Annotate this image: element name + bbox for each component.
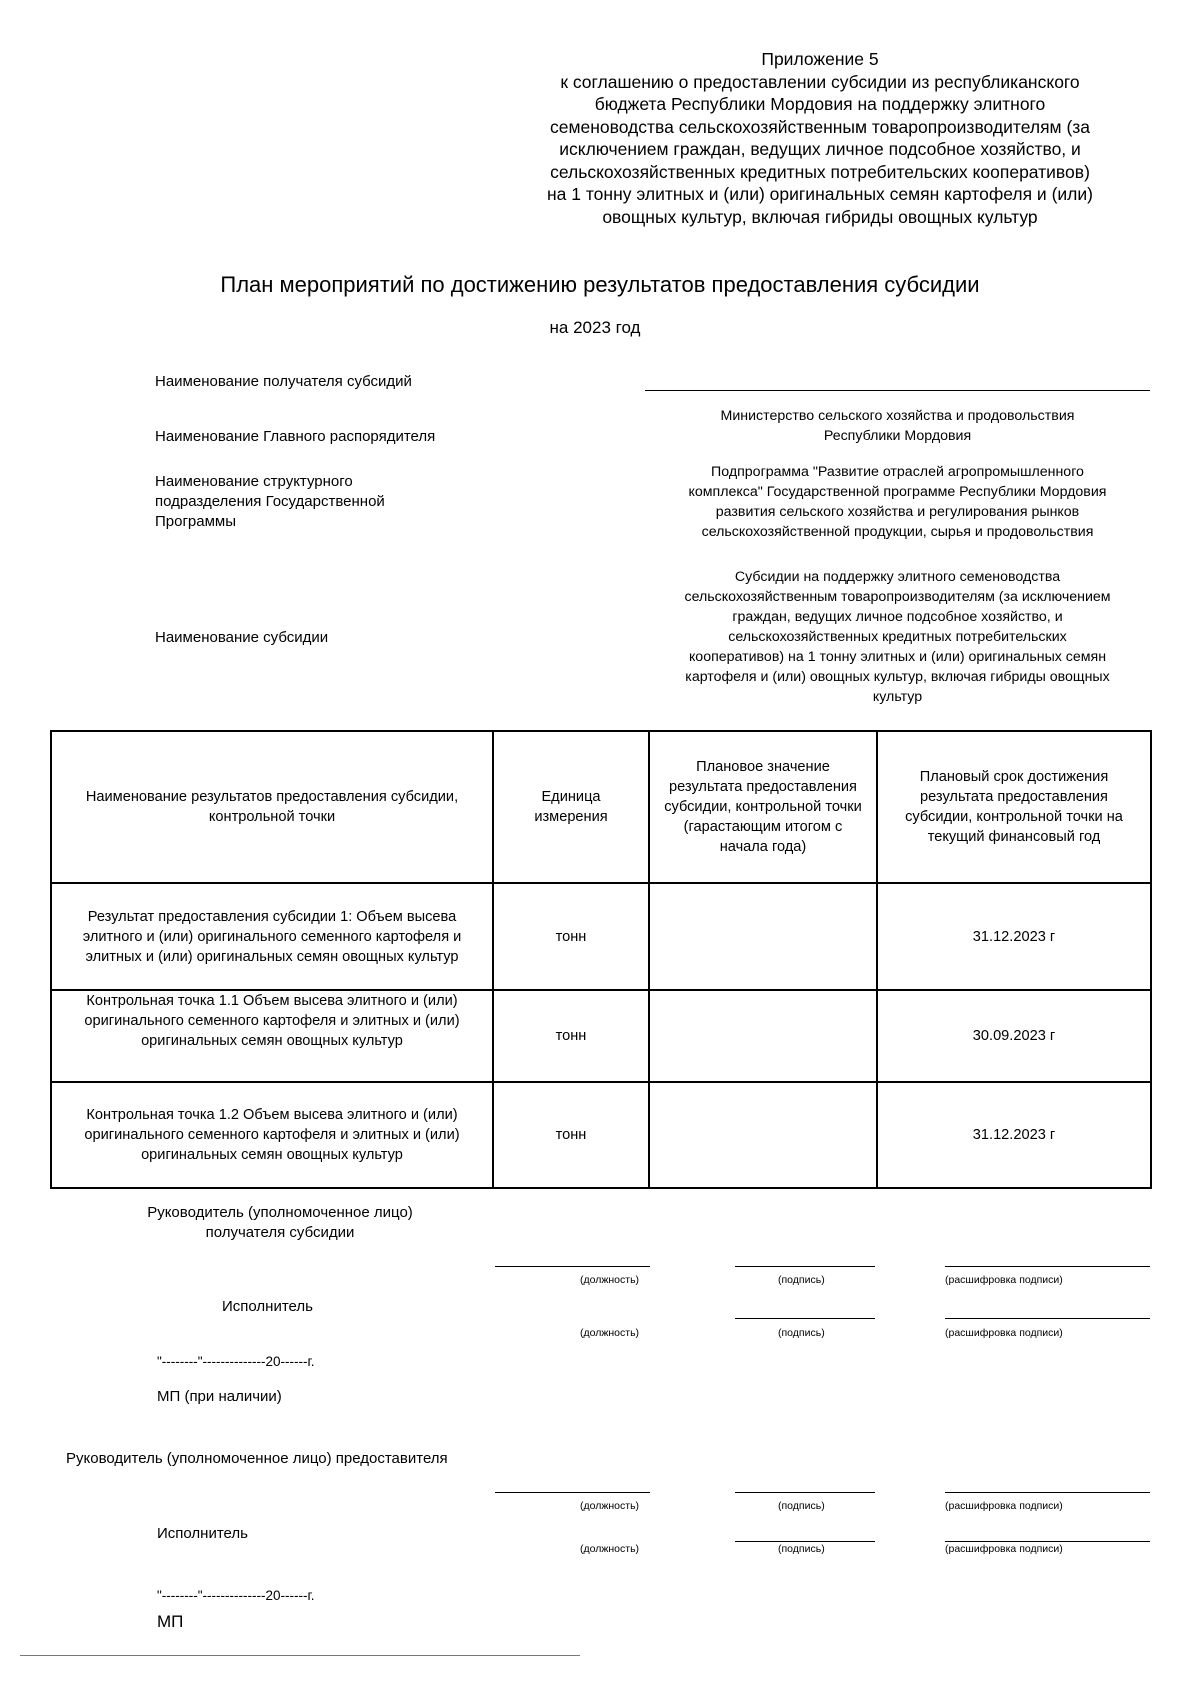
table-header-row xyxy=(51,731,1151,883)
table-row xyxy=(51,883,1151,990)
decryption-line xyxy=(945,1541,1150,1542)
recipient-head-label xyxy=(120,1203,440,1243)
header-line: результата предоставления xyxy=(669,779,857,795)
appendix-line: семеноводства сельскохозяйственным товаропроизводителям (за xyxy=(549,116,1091,137)
result-name-cell xyxy=(51,990,493,1082)
header-line: начала года) xyxy=(719,839,807,855)
header-line: Наименование результатов предоставления субсидии, xyxy=(85,789,459,805)
result-name-cell xyxy=(51,1082,493,1188)
position-line xyxy=(495,1492,650,1493)
stamp-optional-label: МП (при наличии) xyxy=(157,1388,282,1405)
subsidy-value xyxy=(645,567,1150,707)
position-caption: (должность) xyxy=(580,1543,640,1555)
value-line: картофеля и (или) овощных культур, включая гибриды овощных xyxy=(685,669,1110,685)
plan-value-cell xyxy=(649,883,877,990)
unit-cell: тонн xyxy=(493,990,649,1082)
header-line: контрольной точки xyxy=(208,809,336,825)
signature-caption: (подпись) xyxy=(778,1500,825,1512)
label-line: Руководитель (уполномоченное лицо) xyxy=(147,1204,413,1221)
result-name-cell xyxy=(51,883,493,990)
decryption-caption: (расшифровка подписи) xyxy=(945,1274,1063,1286)
unit-cell: тонн xyxy=(493,883,649,990)
header-cell-unit xyxy=(493,731,649,883)
cell-line: оригинальных семян овощных культур xyxy=(141,1147,403,1163)
label-line: получателя субсидии xyxy=(205,1224,355,1241)
header-line: Плановое значение xyxy=(696,759,830,775)
executor-label: Исполнитель xyxy=(157,1525,248,1542)
cell-line: Контрольная точка 1.2 Объем высева элитного и (или) xyxy=(86,1107,458,1123)
appendix-line: к соглашению о предоставлении субсидии из республиканского xyxy=(560,71,1080,92)
position-caption: (должность) xyxy=(580,1500,640,1512)
appendix-line: бюджета Республики Мордовия на поддержку элитного xyxy=(594,94,1046,114)
date-line: "--------"--------------20------г. xyxy=(157,1354,315,1369)
page-bottom-rule xyxy=(20,1655,580,1656)
signature-line xyxy=(735,1318,875,1319)
subsidy-label: Наименование субсидии xyxy=(155,629,329,646)
value-line: граждан, ведущих личное подсобное хозяйство, и xyxy=(732,609,1063,625)
signature-caption: (подпись) xyxy=(778,1327,825,1339)
header-line: (гарастающим итогом с xyxy=(683,819,843,835)
header-line: субсидии, контрольной точки xyxy=(664,799,862,815)
structural-label xyxy=(155,472,385,532)
header-line: текущий финансовый год xyxy=(927,829,1101,845)
header-cell-result-name xyxy=(51,731,493,883)
page-title: План мероприятий по достижению результатов предоставления субсидии xyxy=(220,272,980,297)
value-line: сельскохозяйственной продукции, сырья и продовольствия xyxy=(701,524,1094,540)
appendix-header xyxy=(490,48,1150,228)
recipient-value-line xyxy=(645,390,1150,391)
main-manager-label: Наименование Главного распорядителя xyxy=(155,428,436,445)
header-cell-plan-value xyxy=(649,731,877,883)
unit-cell: тонн xyxy=(493,1082,649,1188)
date-line: "--------"--------------20------г. xyxy=(157,1588,315,1603)
appendix-line: овощных культур, включая гибриды овощных культур xyxy=(602,206,1038,227)
decryption-caption: (расшифровка подписи) xyxy=(945,1327,1063,1339)
recipient-label: Наименование получателя субсидий xyxy=(155,373,412,390)
appendix-line: сельскохозяйственных кредитных потребительских кооперативов) xyxy=(550,161,1090,182)
cell-line: оригинального семенного картофеля и элитных и (или) xyxy=(84,1013,460,1029)
header-line: измерения xyxy=(534,809,608,825)
plan-year: на 2023 год xyxy=(549,318,641,337)
decryption-line xyxy=(945,1318,1150,1319)
position-caption: (должность) xyxy=(580,1327,640,1339)
header-line: субсидии, контрольной точки на xyxy=(905,809,1123,825)
label-line: подразделения Государственной xyxy=(155,493,385,510)
signature-line xyxy=(735,1541,875,1542)
decryption-caption: (расшифровка подписи) xyxy=(945,1500,1063,1512)
table-row xyxy=(51,990,1151,1082)
results-table xyxy=(50,730,1152,1189)
stamp-label: МП xyxy=(157,1612,184,1631)
structural-value xyxy=(645,462,1150,542)
appendix-line: Приложение 5 xyxy=(761,49,879,69)
value-line: культур xyxy=(872,689,923,705)
header-cell-deadline xyxy=(877,731,1151,883)
signature-line xyxy=(735,1492,875,1493)
position-line xyxy=(495,1266,650,1267)
value-line: Министерство сельского хозяйства и продовольствия xyxy=(720,408,1075,424)
header-line: Единица xyxy=(541,789,601,805)
label-line: Программы xyxy=(155,513,237,530)
deadline-cell: 31.12.2023 г xyxy=(877,883,1151,990)
value-line: сельскохозяйственных кредитных потребительских xyxy=(728,629,1067,645)
value-line: Республики Мордовия xyxy=(823,428,972,444)
cell-line: Контрольная точка 1.1 Объем высева элитного и (или) xyxy=(86,993,458,1009)
signature-caption: (подпись) xyxy=(778,1274,825,1286)
cell-line: оригинальных семян овощных культур xyxy=(141,1033,403,1049)
header-line: Плановый срок достижения xyxy=(919,769,1109,785)
label-line: Наименование структурного xyxy=(155,473,353,490)
cell-line: элитного и (или) оригинального семенного картофеля и xyxy=(82,928,462,945)
decryption-line xyxy=(945,1492,1150,1493)
table-row xyxy=(51,1082,1151,1188)
cell-line: элитных и (или) оригинальных семян овощных культур xyxy=(85,948,459,965)
signature-caption: (подпись) xyxy=(778,1543,825,1555)
appendix-line: исключением граждан, ведущих личное подсобное хозяйство, и xyxy=(559,139,1081,159)
plan-value-cell xyxy=(649,990,877,1082)
signature-line xyxy=(735,1266,875,1267)
deadline-cell: 30.09.2023 г xyxy=(877,990,1151,1082)
value-line: кооперативов) на 1 тонну элитных и (или) оригинальных семян xyxy=(688,649,1107,665)
executor-label: Исполнитель xyxy=(222,1298,313,1315)
value-line: Подпрограмма "Развитие отраслей агропромышленного xyxy=(711,464,1084,480)
decryption-line xyxy=(945,1266,1150,1267)
value-line: комплекса" Государственной программе Республики Мордовия xyxy=(688,484,1107,500)
value-line: Субсидии на поддержку элитного семеноводства xyxy=(734,569,1061,585)
decryption-caption: (расшифровка подписи) xyxy=(945,1543,1063,1555)
provider-head-label: Руководитель (уполномоченное лицо) предоставителя xyxy=(66,1450,448,1467)
header-line: результата предоставления xyxy=(920,789,1108,805)
position-caption: (должность) xyxy=(580,1274,640,1286)
plan-value-cell xyxy=(649,1082,877,1188)
deadline-cell: 31.12.2023 г xyxy=(877,1082,1151,1188)
value-line: сельскохозяйственным товаропроизводителям (за исключением xyxy=(684,589,1111,605)
appendix-line: на 1 тонну элитных и (или) оригинальных семян картофеля и (или) xyxy=(547,184,1093,204)
cell-line: оригинального семенного картофеля и элитных и (или) xyxy=(84,1127,460,1143)
main-manager-value xyxy=(645,406,1150,446)
value-line: развития сельского хозяйства и регулирования рынков xyxy=(715,504,1080,520)
cell-line: Результат предоставления субсидии 1: Объем высева xyxy=(87,908,457,925)
